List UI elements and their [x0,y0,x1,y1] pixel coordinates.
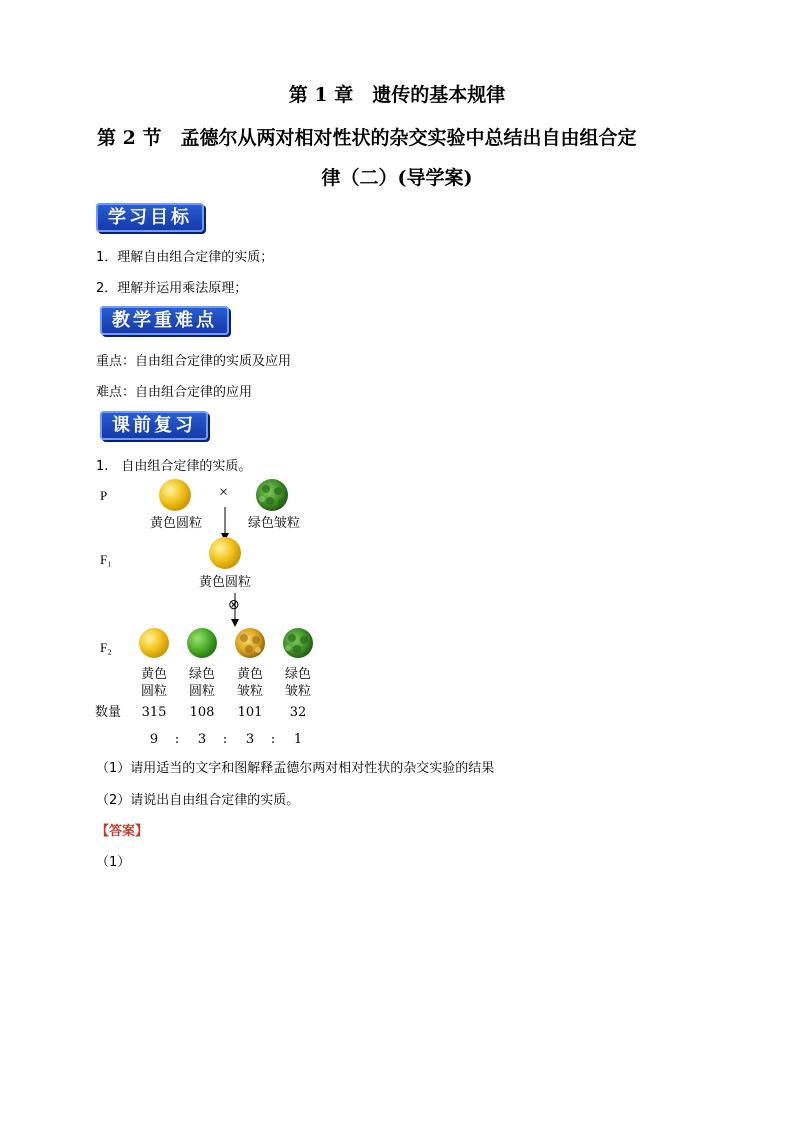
answer-label: 【答案】 [96,824,149,839]
review-subquestion-2: （2）请说出自由组合定律的实质。 [96,793,300,808]
ratio-1: 9 [149,732,159,747]
ratio-2: 3 [197,732,207,747]
generation-label-f2: F₂ [100,640,112,655]
count-label: 数量 [95,705,122,720]
f2-count-3: 101 [237,705,263,720]
answer-item-1: （1） [96,855,131,870]
section-title: 第 2 节 孟德尔从两对相对性状的杂交实验中总结出自由组合定 [97,127,637,149]
f2-count-4: 32 [289,705,307,720]
review-question-1: 1. 自由组合定律的实质。 [96,459,252,474]
generation-label-f1: F₁ [100,552,112,567]
ratio-separator-3: : [270,732,276,747]
key-point: 重点：自由组合定律的实质及应用 [96,354,292,369]
ratio-separator-1: : [174,732,180,747]
f2-green-wrinkled-pea [283,628,313,658]
f1-yellow-round-pea [209,537,241,569]
objective-item-1: 1．理解自由组合定律的实质； [96,250,274,265]
f2-phenotype-3: 黄色 皱粒 [236,667,263,699]
parent-green-wrinkled-pea [256,479,288,511]
f2-count-2: 108 [189,705,215,720]
p2-label: 绿色皱粒 [247,516,300,531]
ratio-separator-2: : [222,732,228,747]
f1-label: 黄色圆粒 [198,575,251,590]
f2-green-round-pea [187,628,217,658]
f2-yellow-wrinkled-pea [235,628,265,658]
parent-yellow-round-pea [159,479,191,511]
difficult-point: 难点：自由组合定律的应用 [96,385,253,400]
f2-count-1: 315 [141,705,167,720]
section-title-continued: 律（二）(导学案) [321,167,473,189]
objective-item-2: 2．理解并运用乘法原理； [96,281,248,296]
f2-phenotype-4: 绿色 皱粒 [284,667,311,699]
ratio-4: 1 [293,732,303,747]
p1-label: 黄色圆粒 [149,516,202,531]
f2-phenotype-1: 黄色 圆粒 [140,667,167,699]
f2-yellow-round-pea [139,628,169,658]
self-cross-symbol: ⊗ [228,598,240,613]
chapter-title: 第 1 章 遗传的基本规律 [288,84,506,106]
cross-symbol: × [219,484,229,501]
review-subquestion-1: （1）请用适当的文字和图解释孟德尔两对相对性状的杂交实验的结果 [96,761,495,776]
objectives-banner: 学习目标 [96,203,204,232]
generation-label-p: P [100,488,108,503]
arrowhead-f1-to-f2 [231,619,239,627]
key-points-banner: 教学重难点 [100,306,229,335]
f2-phenotype-2: 绿色 圆粒 [188,667,215,699]
ratio-3: 3 [245,732,255,747]
review-banner: 课前复习 [100,411,208,440]
